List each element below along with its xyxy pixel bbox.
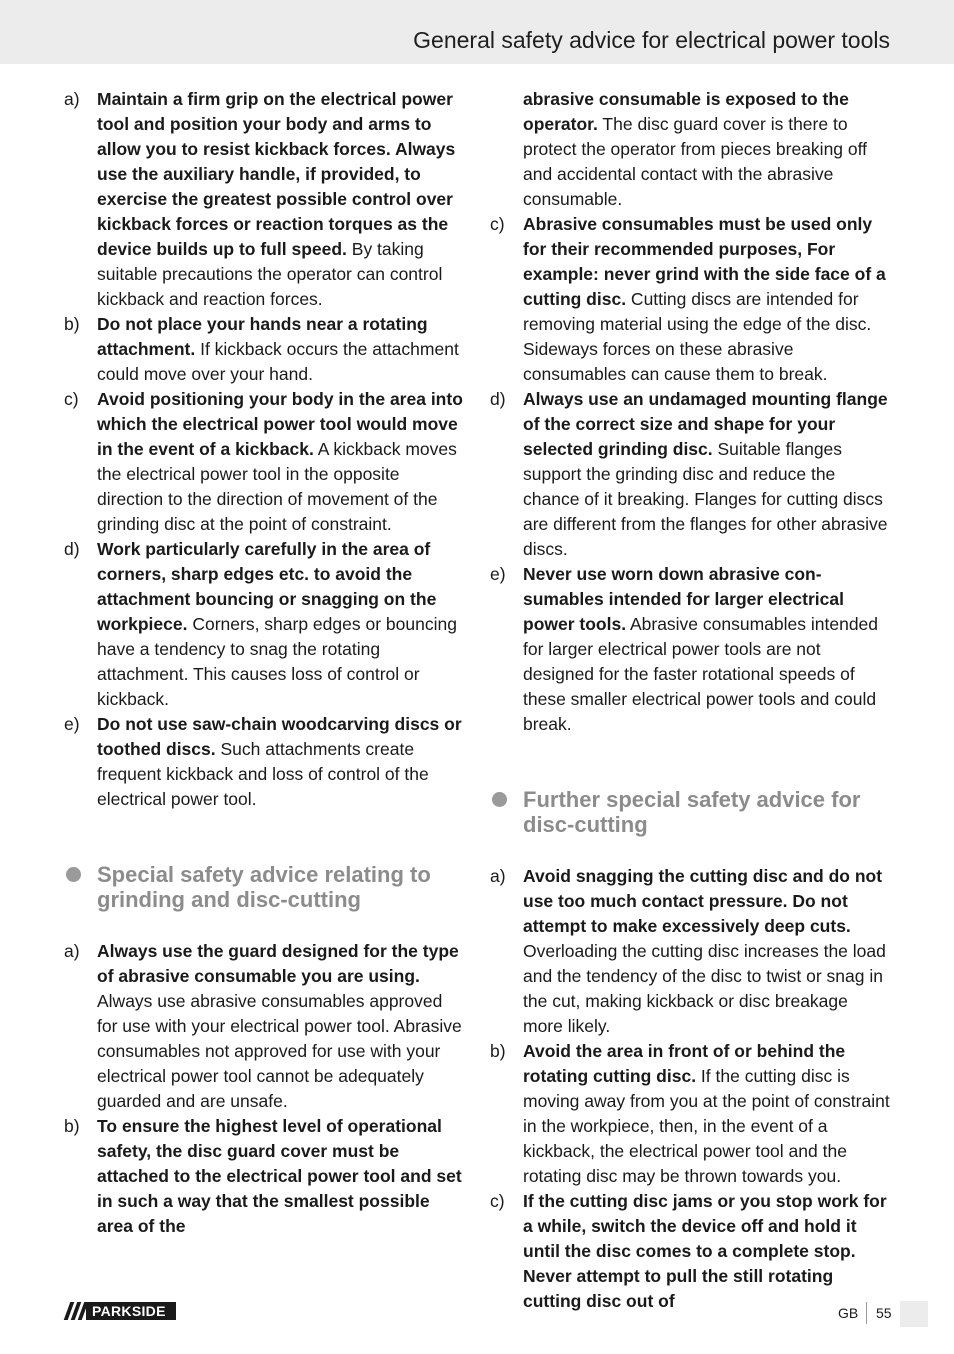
item-text: If the cutting disc is moving away from you at the point of constraint in the workpiece, then, in the event of a kickback, the electrical power tool and the rotating disc may be thrown towards you. [523, 1066, 890, 1186]
brand-name: PARKSIDE [92, 1303, 166, 1319]
item-label: c) [490, 1191, 505, 1211]
list-item [490, 1189, 890, 1314]
item-text: Suitable flanges support the grinding disc and reduce the chance of it breaking. Flanges for cutting discs are different from the flanges for other abrasive discs. [523, 439, 888, 559]
brand-logo [64, 1302, 176, 1320]
list-item [490, 212, 890, 387]
bullet-dot-icon [492, 792, 507, 807]
item-bold-text: Maintain a firm grip on the electrical power tool and position your body and arms to allow you to resist kickback forces. Always use the auxiliary handle, if provided, to exercise the greatest possible control over kickback forces or reaction torques as the device builds up to full speed. [97, 89, 456, 259]
item-bold-text: Abrasive consumables must be used only for their recommended purposes, For example: never grind with the side face of a cutting disc. [523, 214, 886, 309]
item-label: e) [64, 714, 80, 734]
item-text: Corners, sharp edges or bouncing have a tendency to snag the rotating attachment. This causes loss of control or kickback. [97, 614, 457, 709]
section-heading [490, 787, 890, 837]
item-label: d) [64, 539, 80, 559]
item-label: a) [64, 941, 80, 961]
item-bold-text: Never use worn down abrasive consumables intended for larger electrical power tools. [523, 564, 844, 634]
list-item [490, 387, 890, 562]
list-item [64, 939, 464, 1114]
continued-item [490, 87, 890, 212]
item-bold-text: abrasive consumable is exposed to the operator. [523, 89, 849, 134]
item-label: b) [64, 314, 80, 334]
right-column [490, 87, 890, 1314]
page-title: General safety advice for electrical power tools [413, 27, 890, 53]
item-label: d) [490, 389, 506, 409]
item-bold-text: Do not place your hands near a rotating attachment. [97, 314, 428, 359]
item-text: If kickback occurs the attachment could move over your hand. [97, 339, 459, 384]
item-text: By taking suitable precautions the operator can control kickback and reaction forces. [97, 239, 443, 309]
list-item [64, 712, 464, 812]
item-text: Cutting discs are intended for removing material using the edge of the disc. Sideways forces on these abrasive consumables can cause them to break. [523, 289, 872, 384]
left-column [64, 87, 464, 1239]
item-label: a) [64, 89, 80, 109]
logo-stripes-icon [64, 1302, 86, 1320]
item-bold-text: Avoid positioning your body in the area into which the electrical power tool would move in the event of a kickback. [97, 389, 463, 459]
footer-tab [900, 1301, 928, 1327]
item-bold-text: To ensure the highest level of operational safety, the disc guard cover must be attached to the electrical power tool and set in such a way that the smallest possible area of the [97, 1116, 462, 1236]
item-bold-text: Avoid snagging the cutting disc and do not use too much contact pressure. Do not attempt to make excessively deep cuts. [523, 866, 883, 936]
list-item [64, 312, 464, 387]
item-label: b) [64, 1116, 80, 1136]
item-label: e) [490, 564, 506, 584]
list-item [490, 562, 890, 737]
section-title: Special safety advice relating to grinding and disc-cutting [97, 862, 431, 912]
item-bold-text: Work particularly carefully in the area of corners, sharp edges etc. to avoid the attachment bouncing or snagging on the workpiece. [97, 539, 437, 634]
item-text: Such attachments create frequent kickback and loss of control of the electrical power tool. [97, 739, 429, 809]
item-bold-text: Always use the guard designed for the type of abrasive consumable you are using. [97, 941, 459, 986]
footer-divider [866, 1302, 867, 1324]
item-text: Abrasive consumables intended for larger electrical power tools are not designed for the faster rotational speeds of these smaller electrical power tools and could break. [523, 614, 879, 734]
item-bold-text: Avoid the area in front of or behind the rotating cutting disc. [523, 1041, 846, 1086]
item-label: a) [490, 866, 506, 886]
language-code: GB [838, 1305, 859, 1321]
item-bold-text: Do not use saw-chain woodcarving discs or toothed discs. [97, 714, 462, 759]
bullet-dot-icon [66, 867, 81, 882]
list-item [64, 87, 464, 312]
list-item [64, 537, 464, 712]
item-text: A kickback moves the electrical power tool in the opposite direction to the direction of movement of the grinding disc at the point of constraint. [97, 439, 457, 534]
list-item [64, 1114, 464, 1239]
list-item [490, 864, 890, 1039]
item-text: Overloading the cutting disc increases the load and the tendency of the disc to twist or snag in the cut, making kickback or disc breakage more likely. [523, 941, 886, 1036]
item-label: c) [64, 389, 79, 409]
item-label: b) [490, 1041, 506, 1061]
list-item [64, 387, 464, 537]
item-text: Always use abrasive consumables approved for use with your electrical power tool. Abrasive consumables not approved for use with your electrical power tool cannot be adequately guarded and are unsafe. [97, 991, 462, 1111]
item-text: The disc guard cover is there to protect the operator from pieces breaking off and accidental contact with the abrasive consumable. [523, 114, 868, 209]
list-item [490, 1039, 890, 1189]
item-label: c) [490, 214, 505, 234]
item-bold-text: If the cutting disc jams or you stop work for a while, switch the device off and hold it until the disc comes to a complete stop. Never attempt to pull the still rotating cutting disc out of [523, 1191, 887, 1311]
item-bold-text: Always use an undamaged mounting flange of the correct size and shape for your selected grinding disc. [523, 389, 888, 459]
section-title: Further special safety advice for disc-cutting [523, 787, 861, 837]
page-number: 55 [876, 1305, 892, 1321]
section-heading [64, 862, 464, 912]
